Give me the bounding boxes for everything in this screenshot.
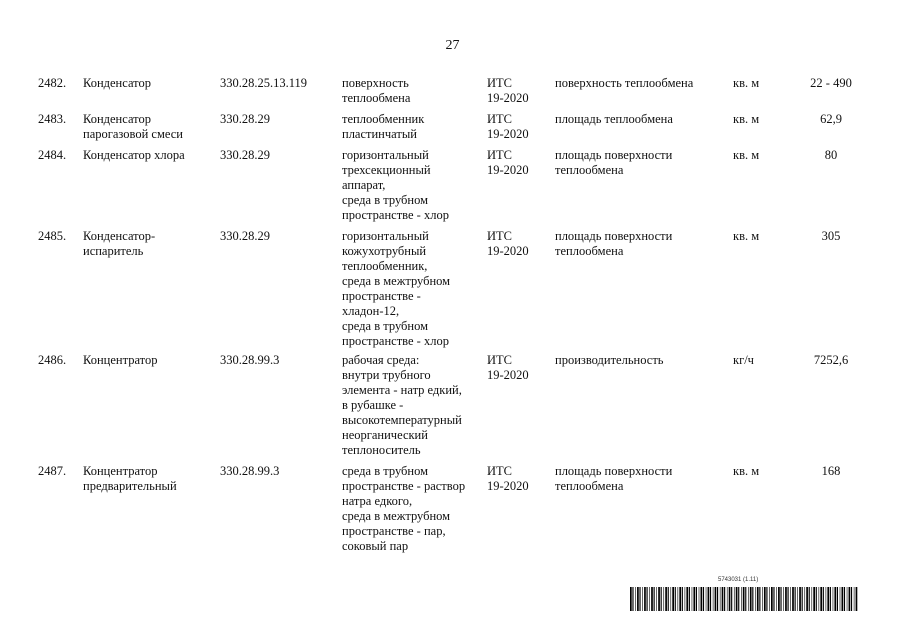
cell-param: площадь поверхности теплообмена bbox=[555, 229, 673, 258]
cell-unit: кв. м bbox=[733, 148, 760, 162]
cell-desc: среда в трубном пространстве - раствор натра едкого, среда в межтрубном пространстве - пар, соковый пар bbox=[342, 464, 466, 553]
cell-std: ИТС 19-2020 bbox=[487, 112, 529, 141]
cell-name: Конденсатор- испаритель bbox=[83, 229, 156, 258]
cell-desc: поверхность теплообмена bbox=[342, 76, 411, 105]
cell-num: 2483. bbox=[38, 112, 67, 126]
cell-param: поверхность теплообмена bbox=[555, 76, 694, 90]
cell-num: 2486. bbox=[38, 353, 67, 367]
cell-code: 330.28.25.13.119 bbox=[220, 76, 308, 90]
cell-std: ИТС 19-2020 bbox=[487, 464, 529, 493]
cell-desc: теплообменник пластинчатый bbox=[342, 112, 425, 141]
cell-unit: кв. м bbox=[733, 464, 760, 478]
cell-name: Концентратор предварительный bbox=[83, 464, 177, 493]
cell-num: 2484. bbox=[38, 148, 67, 162]
cell-value: 7252,6 bbox=[813, 353, 849, 367]
cell-code: 330.28.29 bbox=[220, 148, 270, 162]
cell-code: 330.28.99.3 bbox=[220, 464, 280, 478]
barcode-label: 5743031 (1.11) bbox=[718, 577, 759, 583]
cell-param: площадь теплообмена bbox=[555, 112, 673, 126]
cell-value: 168 bbox=[821, 464, 841, 478]
cell-code: 330.28.29 bbox=[220, 229, 270, 243]
cell-code: 330.28.99.3 bbox=[220, 353, 280, 367]
cell-param: производительность bbox=[555, 353, 664, 367]
cell-desc: горизонтальный трехсекционный аппарат, среда в трубном пространстве - хлор bbox=[342, 148, 449, 222]
cell-desc: горизонтальный кожухотрубный теплообменник, среда в межтрубном пространстве - хладон-12, среда в трубном пространстве - хлор bbox=[342, 229, 451, 348]
cell-desc: рабочая среда: внутри трубного элемента - натр едкий, в рубашке - высокотемпературный неорганический теплоноситель bbox=[342, 353, 462, 457]
page-number: 27 bbox=[445, 38, 460, 53]
cell-value: 305 bbox=[821, 229, 841, 243]
cell-name: Конденсатор парогазовой смеси bbox=[83, 112, 183, 141]
cell-code: 330.28.29 bbox=[220, 112, 270, 126]
barcode bbox=[630, 587, 860, 611]
cell-std: ИТС 19-2020 bbox=[487, 76, 529, 105]
cell-unit: кв. м bbox=[733, 112, 760, 126]
cell-param: площадь поверхности теплообмена bbox=[555, 148, 673, 177]
cell-value: 62,9 bbox=[820, 112, 842, 126]
cell-name: Конденсатор хлора bbox=[83, 148, 185, 162]
cell-unit: кв. м bbox=[733, 229, 760, 243]
cell-unit: кг/ч bbox=[733, 353, 754, 367]
cell-value: 80 bbox=[824, 148, 838, 162]
cell-name: Концентратор bbox=[83, 353, 158, 367]
cell-param: площадь поверхности теплообмена bbox=[555, 464, 673, 493]
cell-std: ИТС 19-2020 bbox=[487, 353, 529, 382]
cell-num: 2482. bbox=[38, 76, 67, 90]
cell-num: 2487. bbox=[38, 464, 67, 478]
cell-unit: кв. м bbox=[733, 76, 760, 90]
cell-std: ИТС 19-2020 bbox=[487, 148, 529, 177]
cell-std: ИТС 19-2020 bbox=[487, 229, 529, 258]
cell-value: 22 - 490 bbox=[810, 76, 852, 90]
cell-num: 2485. bbox=[38, 229, 67, 243]
cell-name: Конденсатор bbox=[83, 76, 151, 90]
